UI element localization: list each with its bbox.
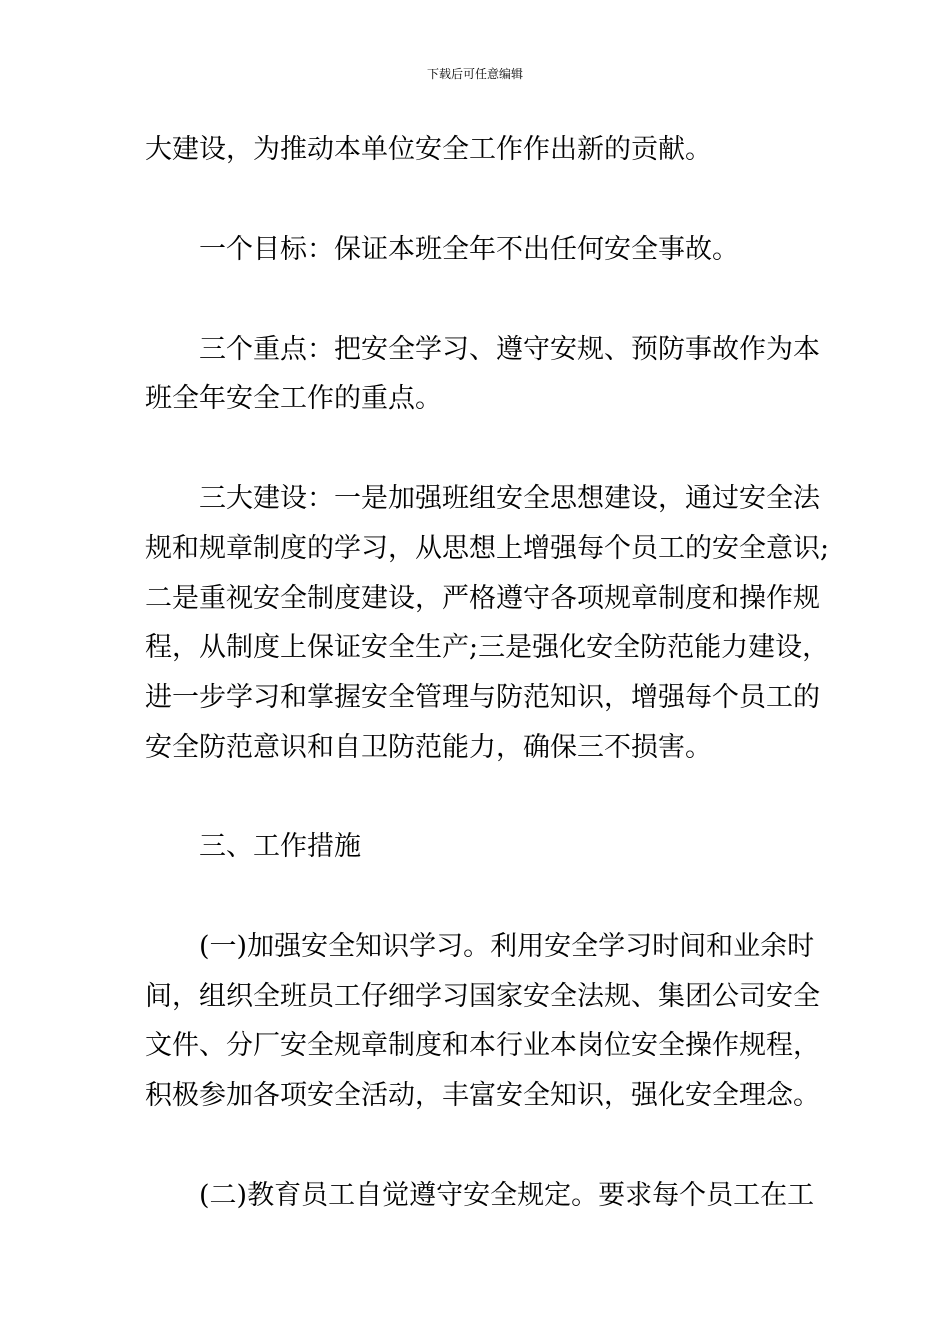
text-line: 程，从制度上保证安全生产;三是强化安全防范能力建设，: [145, 632, 830, 663]
text-line: 大建设，为推动本单位安全工作作出新的贡献。: [145, 134, 712, 165]
text-line: 三个重点：把安全学习、遵守安规、预防事故作为本: [199, 334, 820, 365]
text-line: (二)教育员工自觉遵守安全规定。要求每个员工在工: [199, 1180, 815, 1211]
section-heading: 三、工作措施: [199, 831, 361, 862]
text-line: 安全防范意识和自卫防范能力，确保三不损害。: [145, 732, 712, 763]
text-line: 班全年安全工作的重点。: [145, 383, 442, 414]
text-line: 进一步学习和掌握安全管理与防范知识，增强每个员工的: [145, 682, 820, 713]
text-line: 规和规章制度的学习，从思想上增强每个员工的安全意识;: [145, 533, 830, 564]
text-line: 二是重视安全制度建设，严格遵守各项规章制度和操作规: [145, 583, 820, 614]
text-line: 积极参加各项安全活动，丰富安全知识，强化安全理念。: [145, 1080, 820, 1111]
text-line: 文件、分厂安全规章制度和本行业本岗位安全操作规程，: [145, 1030, 820, 1061]
text-line: 三大建设：一是加强班组安全思想建设，通过安全法: [199, 483, 820, 514]
text-line: (一)加强安全知识学习。利用安全学习时间和业余时: [199, 931, 815, 962]
page-header: 下载后可任意编辑: [426, 67, 523, 81]
text-line: 间，组织全班员工仔细学习国家安全法规、集团公司安全: [145, 981, 820, 1012]
text-line: 一个目标：保证本班全年不出任何安全事故。: [199, 234, 739, 265]
